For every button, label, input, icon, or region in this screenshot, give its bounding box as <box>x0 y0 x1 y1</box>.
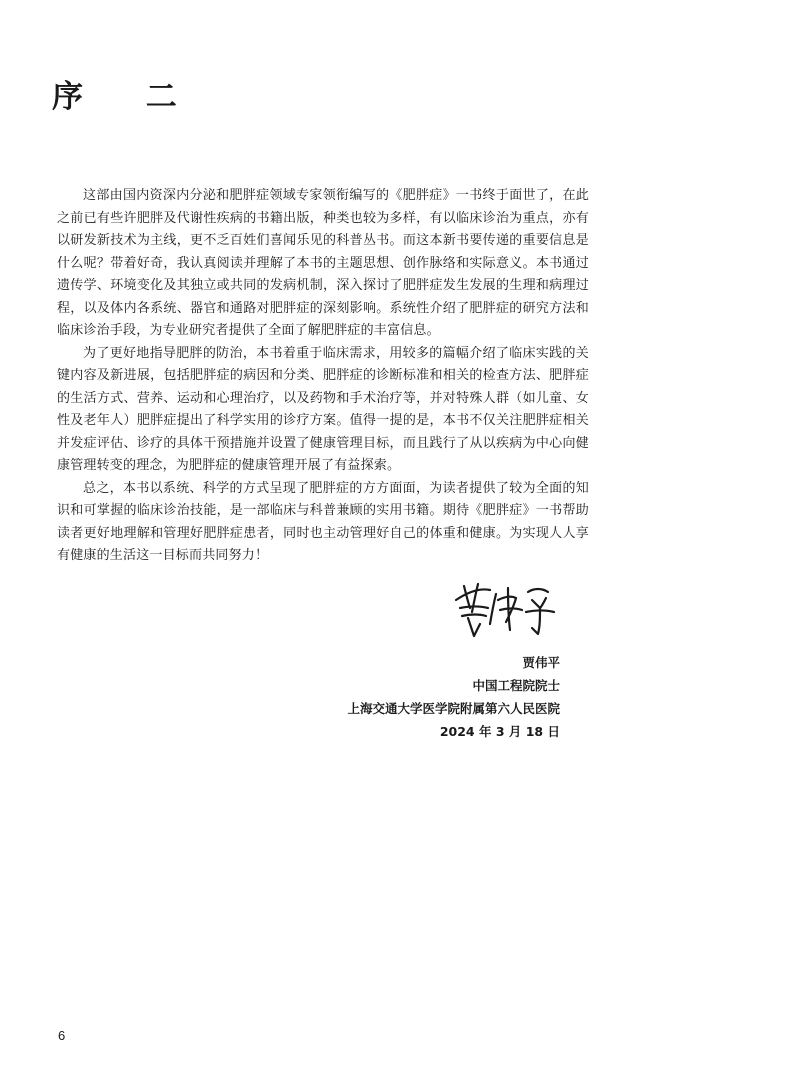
signature-info <box>347 651 560 743</box>
paragraph-1: 这部由国内资深内分泌和肥胖症领域专家领衔编写的《肥胖症》一书终于面世了，在此之前已有些许肥胖及代谢性疾病的书籍出版，种类也较为多样，有以临床诊治为重点，亦有以研发新技术为主线，更不乏百姓们喜闻乐见的科普丛书。而这本新书要传递的重要信息是什么呢？带着好奇，我认真阅读并理解了本书的主题思想、创作脉络和实际意义。本书通过遗传学、环境变化及其独立或共同的发病机制，深入探讨了肥胖症发生发展的生理和病理过程，以及体内各系统、器官和通路对肥胖症的深刻影响。系统性介绍了肥胖症的研究方法和临床诊治手段，为专业研究者提供了全面了解肥胖症的丰富信息。 <box>57 188 589 338</box>
preface-body <box>57 185 589 568</box>
paragraph-3: 总之，本书以系统、科学的方式呈现了肥胖症的方方面面，为读者提供了较为全面的知识和可掌握的临床诊治技能，是一部临床与科普兼顾的实用书籍。期待《肥胖症》一书帮助读者更好地理解和管理好肥胖症患者，同时也主动管理好自己的体重和健康。为实现人人享有健康的生活这一目标而共同努力！ <box>57 480 589 563</box>
page-title: 序 二 <box>52 79 203 115</box>
author-affiliation: 上海交通大学医学院附属第六人民医院 <box>347 701 560 716</box>
page-number: 6 <box>58 1028 66 1043</box>
paragraph-2: 为了更好地指导肥胖的防治，本书着重于临床需求，用较多的篇幅介绍了临床实践的关键内容及新进展，包括肥胖症的病因和分类、肥胖症的诊断标准和相关的检查方法、肥胖症的生活方式、营养、运动和心理治疗，以及药物和手术治疗等，并对特殊人群（如儿童、女性及老年人）肥胖症提出了科学实用的诊疗方案。值得一提的是，本书不仅关注肥胖症相关并发症评估、诊疗的具体干预措施并设置了健康管理目标，而且践行了从以疾病为中心向健康管理转变的理念，为肥胖症的健康管理开展了有益探索。 <box>57 345 589 473</box>
author-name: 贾伟平 <box>522 655 560 670</box>
author-title: 中国工程院院士 <box>472 678 560 693</box>
handwritten-signature <box>450 578 560 640</box>
signature-date: 2024 年 3 月 18 日 <box>439 724 560 739</box>
